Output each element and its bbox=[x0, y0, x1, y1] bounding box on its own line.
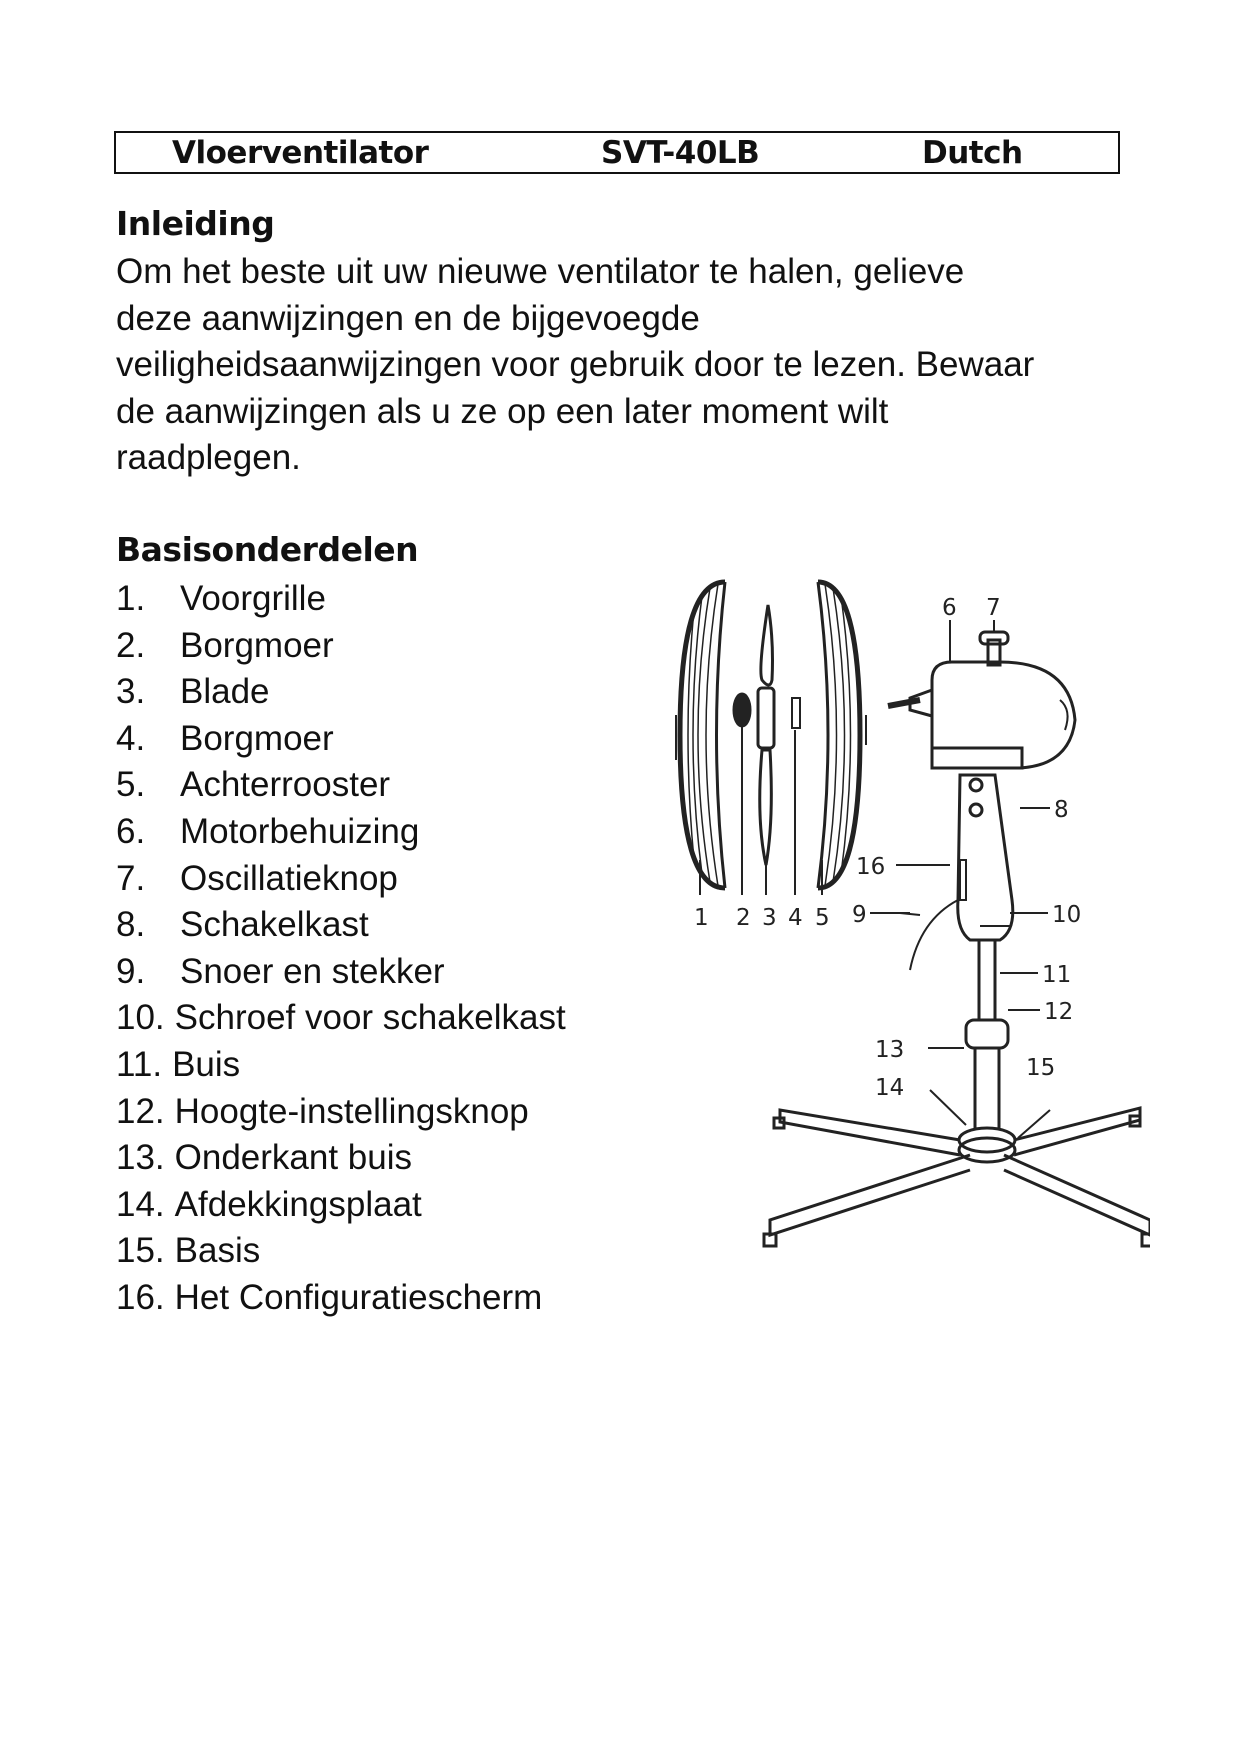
list-item bbox=[116, 1042, 566, 1089]
cord-illustration bbox=[910, 900, 958, 970]
item-number: 15. bbox=[116, 1231, 165, 1271]
item-label: Onderkant buis bbox=[174, 1138, 413, 1178]
model-number: SVT-40LB bbox=[601, 135, 760, 171]
item-label: Schakelkast bbox=[180, 905, 369, 945]
callout-label: 2 bbox=[736, 905, 751, 931]
front-grille-illustration bbox=[676, 582, 725, 888]
item-number: 12. bbox=[116, 1091, 165, 1131]
list-item bbox=[116, 576, 566, 623]
item-label: Hoogte-instellingsknop bbox=[174, 1091, 529, 1131]
height-knob-illustration bbox=[966, 1020, 1008, 1048]
callout-label: 6 bbox=[942, 595, 957, 621]
list-item bbox=[116, 1135, 566, 1182]
item-label: Oscillatieknop bbox=[180, 858, 398, 898]
item-label: Borgmoer bbox=[180, 625, 334, 665]
product-title: Vloerventilator bbox=[172, 135, 429, 171]
item-label: Voorgrille bbox=[180, 579, 326, 618]
callout-label: 10 bbox=[1052, 902, 1082, 928]
item-number: 10. bbox=[116, 998, 165, 1038]
item-number: 2. bbox=[116, 625, 146, 665]
intro-paragraph bbox=[116, 249, 1136, 482]
list-item bbox=[116, 809, 566, 856]
callout-label: 7 bbox=[986, 595, 1001, 621]
parts-heading: Basisonderdelen bbox=[116, 530, 419, 569]
item-label: Het Configuratiescherm bbox=[174, 1277, 543, 1317]
item-number: 11. bbox=[116, 1044, 163, 1084]
callout-label: 11 bbox=[1042, 962, 1072, 988]
callout-label: 8 bbox=[1054, 797, 1069, 823]
item-number: 6. bbox=[116, 811, 146, 851]
item-label: Snoer en stekker bbox=[180, 951, 445, 991]
item-number: 8. bbox=[116, 905, 146, 945]
intro-line: deze aanwijzingen en de bijgevoegde bbox=[116, 298, 700, 338]
item-label: Achterrooster bbox=[180, 765, 391, 805]
callout-label: 14 bbox=[875, 1075, 905, 1101]
item-number: 13. bbox=[116, 1138, 165, 1178]
list-item bbox=[116, 623, 566, 670]
callout-label: 3 bbox=[762, 905, 777, 931]
callout-label: 15 bbox=[1026, 1055, 1056, 1081]
list-item bbox=[116, 1275, 566, 1322]
item-label: Basis bbox=[174, 1231, 261, 1271]
item-number: 9. bbox=[116, 951, 146, 991]
language-label: Dutch bbox=[922, 135, 1023, 171]
item-number: 16. bbox=[116, 1277, 165, 1317]
base-illustration bbox=[764, 1108, 1150, 1246]
item-number: 1. bbox=[116, 579, 146, 618]
rear-grille-illustration bbox=[818, 582, 866, 888]
item-label: Buis bbox=[172, 1044, 241, 1084]
list-item bbox=[116, 716, 566, 763]
item-number: 5. bbox=[116, 765, 146, 805]
callout-label: 12 bbox=[1044, 999, 1074, 1025]
list-item bbox=[116, 995, 566, 1042]
item-label: Schroef voor schakelkast bbox=[174, 998, 566, 1038]
switch-box-illustration bbox=[958, 775, 1013, 940]
list-item bbox=[116, 762, 566, 809]
motor-housing-illustration bbox=[888, 632, 1075, 768]
list-item bbox=[116, 949, 566, 996]
callout-label: 13 bbox=[875, 1037, 905, 1063]
item-label: Borgmoer bbox=[180, 718, 334, 758]
fan-parts-diagram bbox=[670, 570, 1150, 1330]
blade-illustration bbox=[758, 605, 774, 865]
item-number: 7. bbox=[116, 858, 146, 898]
callout-label: 5 bbox=[815, 905, 830, 931]
intro-line: veiligheidsaanwijzingen voor gebruik door te lezen. Bewaar bbox=[116, 345, 1035, 384]
intro-heading: Inleiding bbox=[116, 204, 275, 243]
list-item bbox=[116, 856, 566, 903]
intro-line: de aanwijzingen als u ze op een later moment wilt bbox=[116, 391, 889, 431]
item-label: Motorbehuizing bbox=[180, 811, 420, 851]
item-number: 14. bbox=[116, 1184, 165, 1224]
intro-line: raadplegen. bbox=[116, 438, 301, 477]
parts-list bbox=[116, 576, 566, 1322]
callout-label: 1 bbox=[694, 905, 709, 931]
item-label: Blade bbox=[180, 672, 270, 712]
item-number: 3. bbox=[116, 672, 146, 712]
list-item bbox=[116, 902, 566, 949]
list-item bbox=[116, 669, 566, 716]
callout-label: 16 bbox=[856, 854, 886, 880]
list-item bbox=[116, 1089, 566, 1136]
list-item bbox=[116, 1182, 566, 1229]
document-header bbox=[114, 131, 1120, 174]
item-label: Afdekkingsplaat bbox=[174, 1184, 422, 1224]
callout-label: 9 bbox=[852, 902, 867, 928]
intro-line: Om het beste uit uw nieuwe ventilator te halen, gelieve bbox=[116, 252, 965, 291]
callout-label: 4 bbox=[788, 905, 803, 931]
item-number: 4. bbox=[116, 718, 146, 758]
nut-illustration bbox=[792, 698, 800, 728]
list-item bbox=[116, 1228, 566, 1275]
